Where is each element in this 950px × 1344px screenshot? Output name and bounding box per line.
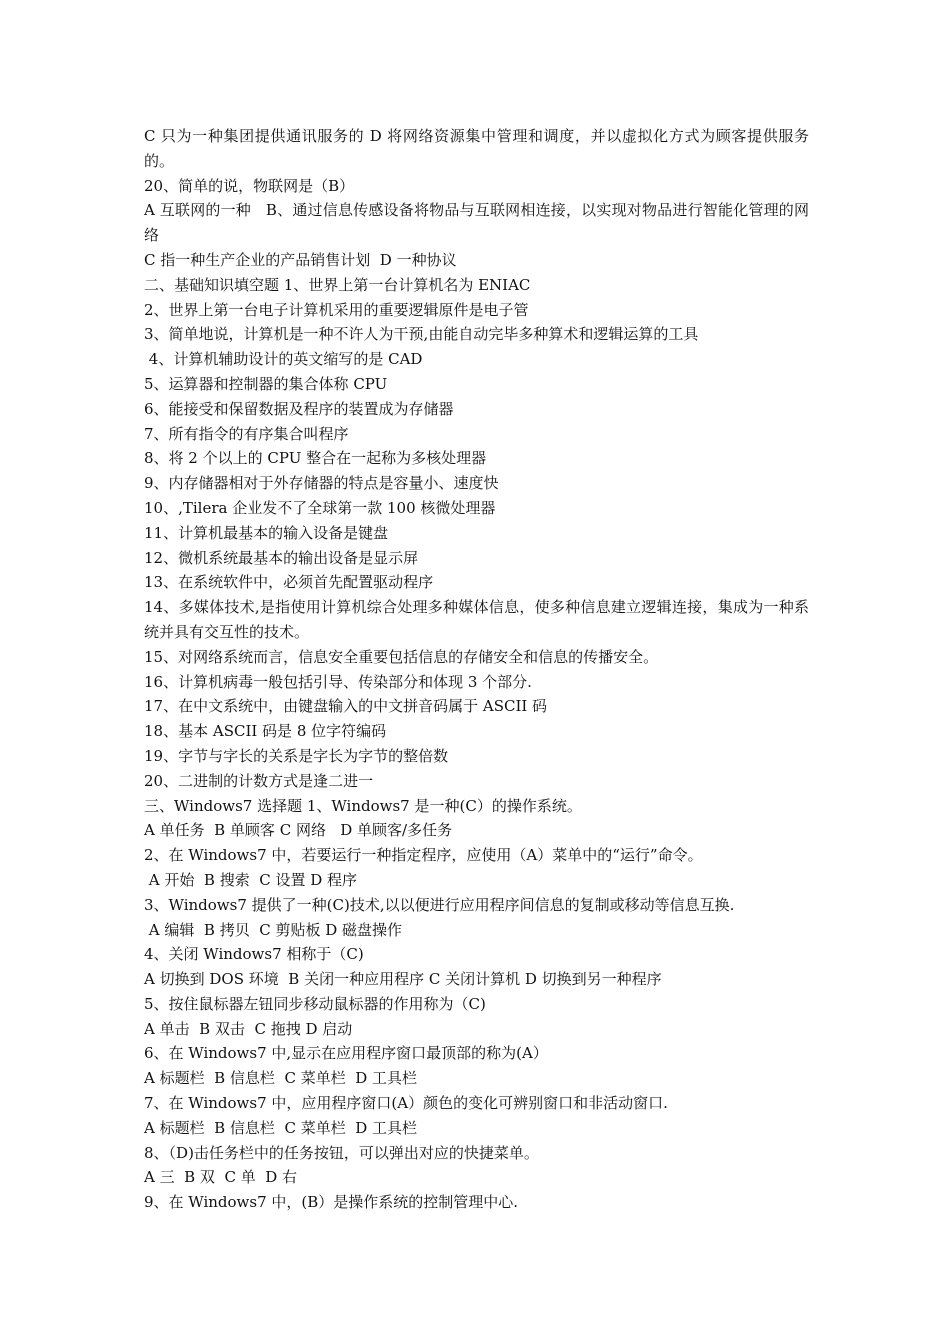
text-line: C 只为一种集团提供通讯服务的 D 将网络资源集中管理和调度，并以虚拟化方式为顾客提供服务的。 — [144, 127, 809, 170]
text-line: 11、计算机最基本的输入设备是键盘 — [144, 523, 389, 542]
text-line: 2、世界上第一台电子计算机采用的重要逻辑原件是电子管 — [144, 300, 529, 319]
text-line: C 指一种生产企业的产品销售计划 D 一种协议 — [144, 250, 457, 269]
text-line: 6、在 Windows7 中,显示在应用程序窗口最顶部的称为(A） — [144, 1044, 548, 1063]
text-line: A 编辑 B 拷贝 C 剪贴板 D 磁盘操作 — [144, 920, 403, 939]
text-line: A 开始 B 搜索 C 设置 D 程序 — [144, 870, 358, 889]
text-line: 17、在中文系统中，由键盘输入的中文拼音码属于 ASCII 码 — [144, 697, 548, 716]
text-line: 8、（D)击任务栏中的任务按钮，可以弹出对应的快捷菜单。 — [144, 1143, 539, 1162]
text-line: 20、简单的说，物联网是（B） — [144, 176, 355, 195]
text-line: A 互联网的一种 B、通过信息传感设备将物品与互联网相连接，以实现对物品进行智能化管理的网络 — [144, 201, 809, 245]
text-line: 4、计算机辅助设计的英文缩写的是 CAD — [144, 350, 423, 369]
text-line: 二、基础知识填空题 1、世界上第一台计算机名为 ENIAC — [144, 275, 531, 294]
text-line: 19、字节与字长的关系是字长为字节的整倍数 — [144, 746, 449, 765]
text-line: 7、所有指令的有序集合叫程序 — [144, 424, 349, 443]
text-line: 9、内存储器相对于外存储器的特点是容量小、速度快 — [144, 474, 499, 493]
text-line: 10、,Tilera 企业发不了全球第一款 100 核微处理器 — [144, 498, 496, 517]
text-line: 7、在 Windows7 中，应用程序窗口(A）颜色的变化可辨别窗口和非活动窗口. — [144, 1094, 668, 1113]
text-line: 15、对网络系统而言，信息安全重要包括信息的存储安全和信息的传播安全。 — [144, 647, 659, 666]
text-line: 14、多媒体技术,是指使用计算机综合处理多种媒体信息，使多种信息建立逻辑连接，集成为一种系统并具有交互性的技术。 — [144, 598, 809, 641]
text-line: 13、在系统软件中，必须首先配置驱动程序 — [144, 573, 434, 592]
text-line: A 切换到 DOS 环境 B 关闭一种应用程序 C 关闭计算机 D 切换到另一种程序 — [144, 970, 662, 989]
document-body — [144, 124, 809, 1215]
text-line: 4、关闭 Windows7 相称于（C) — [144, 945, 364, 964]
text-line: 6、能接受和保留数据及程序的装置成为存储器 — [144, 399, 454, 418]
text-line: A 标题栏 B 信息栏 C 菜单栏 D 工具栏 — [144, 1118, 418, 1137]
text-line: 20、二进制的计数方式是逢二进一 — [144, 771, 374, 790]
text-line: 9、在 Windows7 中，(B）是操作系统的控制管理中心. — [144, 1193, 519, 1212]
text-line: 12、微机系统最基本的输出设备是显示屏 — [144, 548, 419, 567]
text-line: 2、在 Windows7 中，若要运行一种指定程序，应使用（A）菜单中的“运行”命令。 — [144, 846, 703, 865]
text-line: 三、Windows7 选择题 1、Windows7 是一种(C）的操作系统。 — [144, 796, 582, 815]
text-line: 3、简单地说，计算机是一种不许人为干预,由能自动完毕多种算术和逻辑运算的工具 — [144, 325, 699, 344]
text-line: 16、计算机病毒一般包括引导、传染部分和体现 3 个部分. — [144, 672, 532, 691]
text-line: 5、运算器和控制器的集合体称 CPU — [144, 374, 388, 393]
text-line: 8、将 2 个以上的 CPU 整合在一起称为多核处理器 — [144, 449, 487, 468]
text-line: A 三 B 双 C 单 D 右 — [144, 1168, 298, 1187]
text-line: 5、按住鼠标器左钮同步移动鼠标器的作用称为（C) — [144, 994, 486, 1013]
text-line: 18、基本 ASCII 码是 8 位字符编码 — [144, 722, 387, 741]
text-line: A 标题栏 B 信息栏 C 菜单栏 D 工具栏 — [144, 1069, 418, 1088]
text-line: 3、Windows7 提供了一种(C)技术,以以便进行应用程序间信息的复制或移动等信息互换. — [144, 895, 735, 914]
text-line: A 单击 B 双击 C 拖拽 D 启动 — [144, 1019, 353, 1038]
text-line: A 单任务 B 单顾客 C 网络 D 单顾客/多任务 — [144, 821, 453, 840]
